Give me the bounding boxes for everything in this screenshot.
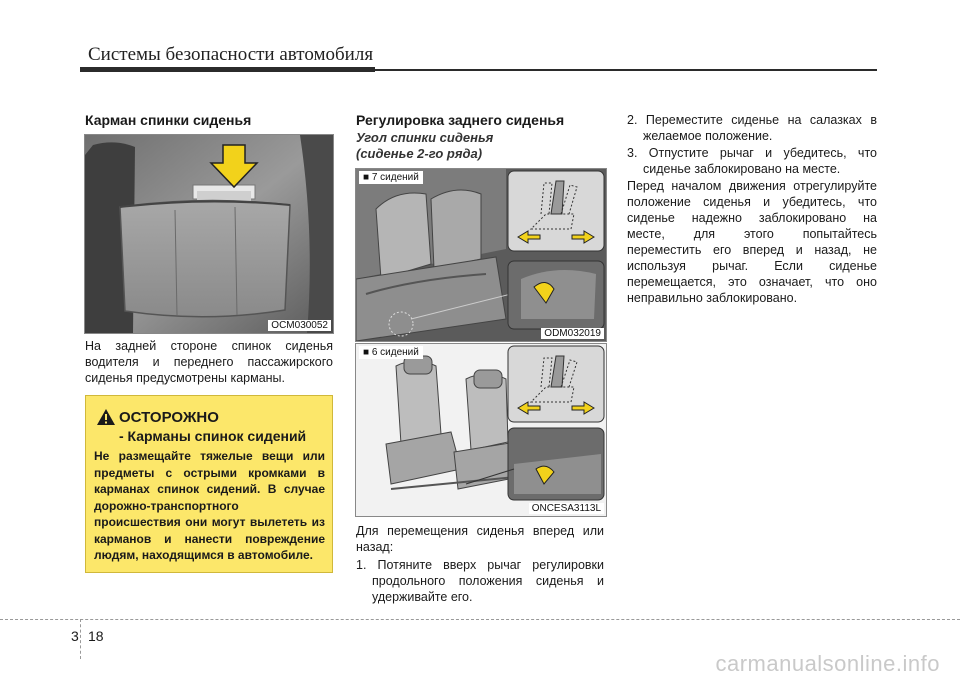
page-header-title: Системы безопасности автомобиля — [88, 44, 374, 65]
seatback-pocket-illustration — [85, 135, 333, 333]
step-2: 2. Переместите сиденье на салазках в желаемое положение. — [627, 113, 877, 143]
warning-text: Не размещайте тяжелые вещи или предметы с острыми кромками в карманах спинок сидений. В случае дорожно-транспортного происшествия они могут вылететь из карманов и нанести повреждение людям, находящимся в автомобиле. — [94, 449, 325, 562]
section-heading-rear-seat: Регулировка заднего сиденья — [356, 112, 565, 128]
photo-caption: OCM030052 — [268, 320, 331, 331]
header-bar — [80, 67, 375, 72]
six-seats-badge: ■ 6 сидений — [359, 346, 423, 359]
photo-caption: ODM032019 — [541, 328, 604, 339]
six-seat-photo — [355, 343, 607, 517]
warning-title: ОСТОРОЖНО — [119, 409, 219, 426]
seven-seat-photo — [355, 168, 607, 342]
seven-seats-badge: ■ 7 сидений — [359, 171, 423, 184]
move-seat-intro: Для перемещения сиденья вперед или назад: — [356, 524, 604, 554]
seatback-pocket-paragraph: На задней стороне спинок сиденья водителя и переднего пассажирского сиденья предусмотрены карманы. — [85, 339, 333, 385]
section-heading-seatback-pocket: Карман спинки сиденья — [85, 112, 252, 128]
header-rule — [375, 69, 877, 71]
warning-box — [85, 395, 333, 573]
six-seat-illustration — [356, 344, 606, 516]
seven-seat-illustration — [356, 169, 606, 341]
footer-divider — [0, 619, 960, 620]
warning-triangle-icon — [96, 408, 116, 426]
footer-vertical-divider — [80, 619, 81, 659]
step-3: 3. Отпустите рычаг и убедитесь, что сиденье заблокировано на месте. — [627, 146, 877, 176]
seat-diagram-icon — [508, 171, 604, 251]
chapter-number: 3 — [71, 628, 79, 644]
step-1: 1. Потяните вверх рычаг регулировки продольного положения сиденья и удерживайте его. — [356, 558, 604, 604]
seatback-pocket-photo — [84, 134, 334, 334]
safety-paragraph: Перед началом движения отрегулируйте положение сиденья и убедитесь, что сиденье надежно заблокировано на месте, для этого попытайтесь переместить его вперед и назад, не используя рычаг. Если сиденье перемещается, это означает, что оно неправильно заблокировано. — [627, 179, 877, 305]
photo-caption: ONCESA3113L — [529, 503, 604, 514]
warning-subtitle: - Карманы спинок сидений — [119, 428, 307, 444]
page-number: 18 — [88, 628, 104, 644]
watermark: carmanualsonline.info — [715, 651, 940, 676]
subheading-second-row: (сиденье 2-го ряда) — [356, 146, 483, 161]
subheading-seatback-angle: Угол спинки сиденья — [356, 130, 494, 145]
seat-diagram-icon — [508, 346, 604, 422]
